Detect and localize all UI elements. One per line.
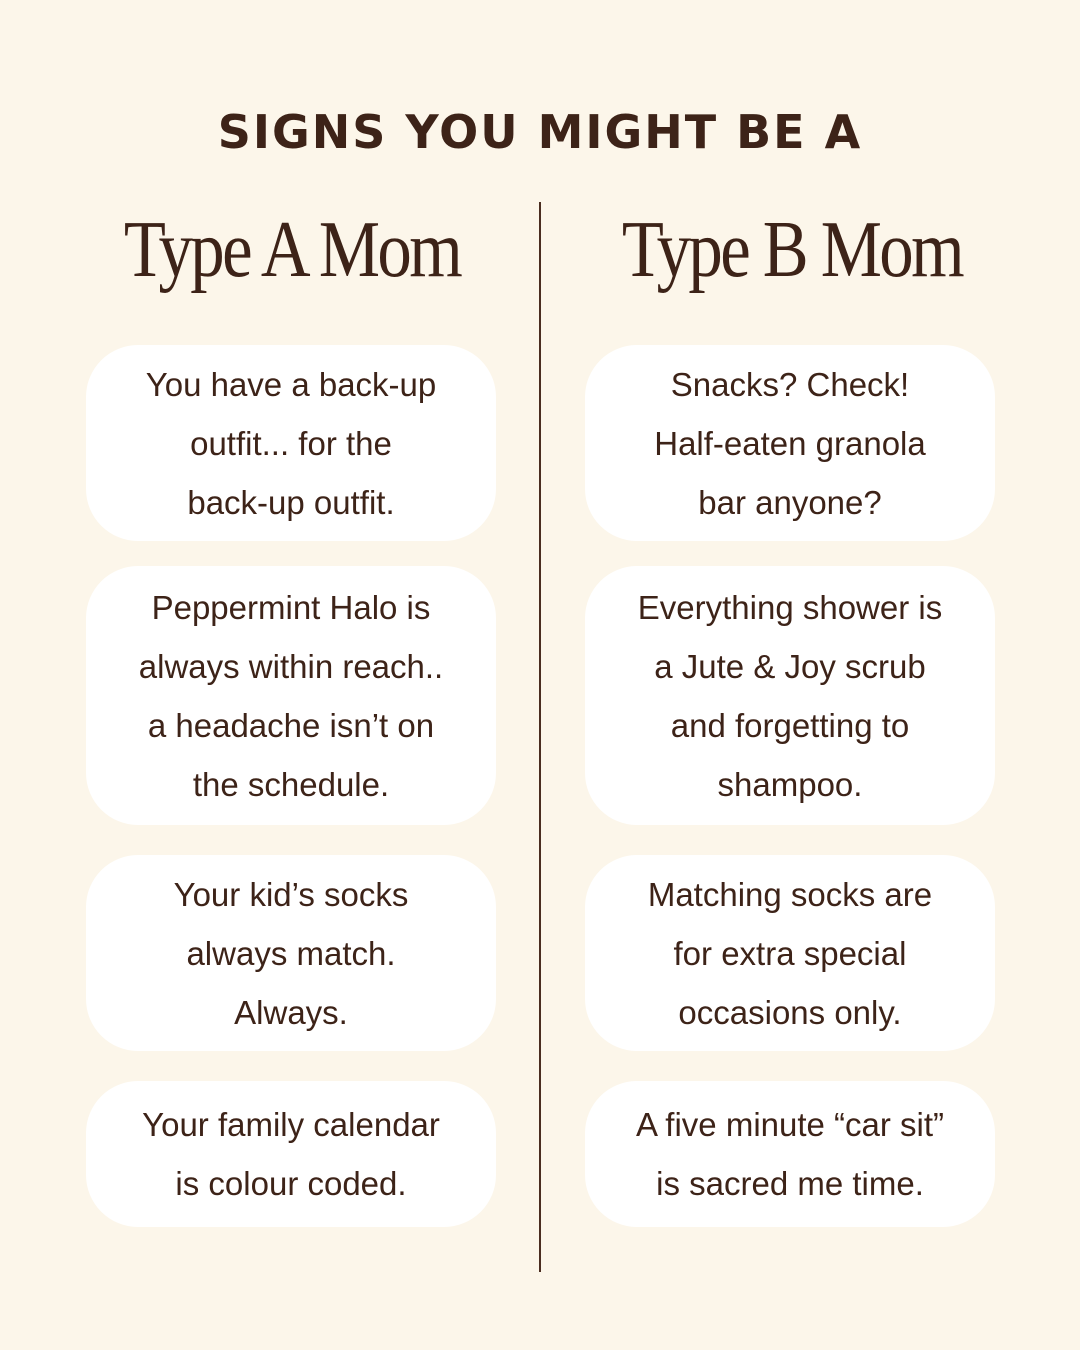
- type-b-sign-card: [585, 345, 995, 541]
- sign-text: Everything shower is a Jute & Joy scrub and forgetting to shampoo.: [637, 588, 943, 803]
- type-b-sign-card: [585, 566, 995, 825]
- column-divider: [539, 202, 541, 1272]
- type-a-sign-card: [86, 1081, 496, 1227]
- sign-text: Matching socks are for extra special occasions only.: [647, 875, 933, 1031]
- type-b-sign-card: [585, 1081, 995, 1227]
- sign-text: Your kid’s socks always match. Always.: [173, 875, 409, 1031]
- type-a-title: Type A Mom: [123, 206, 461, 294]
- type-b-sign-card: [585, 855, 995, 1051]
- sign-text: You have a back-up outfit... for the back-up outfit.: [145, 365, 437, 521]
- sign-text: Peppermint Halo is always within reach.. a headache isn’t on the schedule.: [138, 588, 444, 803]
- sign-text: Your family calendar is colour coded.: [142, 1106, 440, 1202]
- page-heading: SIGNS YOU MIGHT BE A: [217, 105, 863, 159]
- type-a-sign-card: [86, 855, 496, 1051]
- sign-text: Snacks? Check! Half-eaten granola bar anyone?: [654, 365, 926, 521]
- type-a-sign-card: [86, 566, 496, 825]
- type-a-sign-card: [86, 345, 496, 541]
- type-b-title: Type B Mom: [621, 206, 963, 294]
- sign-text: A five minute “car sit” is sacred me time.: [635, 1106, 945, 1202]
